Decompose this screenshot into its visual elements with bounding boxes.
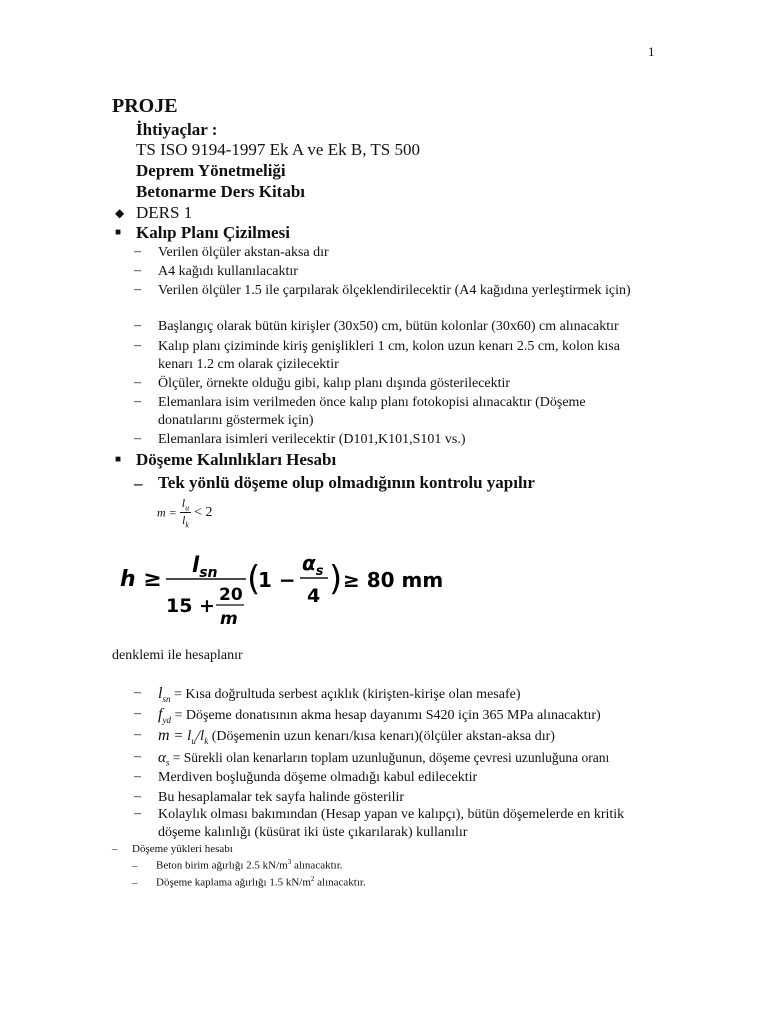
dash-icon: – <box>134 769 141 784</box>
list-item: A4 kağıdı kullanılacaktır <box>158 264 298 279</box>
formula-thickness-svg <box>118 548 448 638</box>
dash-icon: – <box>134 338 141 353</box>
formula-den-a: 15 + <box>166 595 215 617</box>
loads-title: Döşeme yükleri hesabı <box>132 843 233 855</box>
loads-kaplama: Döşeme kaplama ağırlığı 1.5 $kN/m^2$ alınacaktır. <box>156 875 366 889</box>
definition-alpha-s: $\alpha_s$ = Sürekli olan kenarların toplam uzunluğunun, döşeme çevresi uzunluğuna oranı <box>158 750 610 768</box>
requirements-book: Betonarme Ders Kitabı <box>136 182 306 201</box>
dash-icon: – <box>134 431 141 446</box>
dash-icon: – <box>134 244 141 259</box>
list-item: Bu hesaplamalar tek sayfa halinde gösterilir <box>158 790 405 805</box>
loads-beton: Beton birim ağırlığı 2.5 $kN/m^3$ alınacaktır. <box>156 858 343 872</box>
list-item: Kalıp planı çiziminde kiriş genişlikleri 1 cm, kolon uzun kenarı 2.5 cm, kolon kısa kenarı 1.2 cm olarak çizilecektir <box>158 339 620 372</box>
formula-rhs-80: ≥ 80 mm <box>343 568 444 592</box>
formula-lhs: m = <box>157 505 177 520</box>
formula-paren-close: ) <box>329 559 343 599</box>
formula-thickness <box>118 548 448 642</box>
list-item: Verilen ölçüler 1.5 ile çarpılarak ölçeklendirilecektir (A4 kağıdına yerleştirmek için) <box>158 283 631 298</box>
frac-num-sub: u <box>185 503 190 513</box>
definition-m: $m = l_u/l_k$ (Döşemenin uzun kenarı/kısa kenarı)(ölçüler akstan-aksa dır) <box>158 727 555 746</box>
denklemi-text: denklemi ile hesaplanır <box>112 648 243 663</box>
frac-den-sub: k <box>185 520 189 530</box>
formula-den-num: 20 <box>219 585 243 605</box>
dash-icon: – <box>134 318 141 333</box>
diamond-bullet-icon: ◆ <box>115 206 125 220</box>
square-bullet-icon: ■ <box>115 454 122 465</box>
list-item: Elemanlara isim verilmeden önce kalıp planı fotokopisi alınacaktır (Döşeme donatılarını göstermek için) <box>158 395 586 428</box>
dash-icon: – <box>134 685 141 700</box>
frac-num: l <box>181 496 186 510</box>
dash-icon: – <box>134 282 141 297</box>
dash-icon: – <box>134 263 141 278</box>
page-number: 1 <box>648 44 655 59</box>
formula-alpha: $\alpha_s$ <box>302 551 324 579</box>
dash-icon: – <box>134 727 141 742</box>
dash-icon: – <box>134 474 143 493</box>
list-item: Başlangıç olarak bütün kirişler (30x50) cm, bütün kolonlar (30x60) cm alınacaktır <box>158 319 619 334</box>
formula-m-ratio <box>157 496 213 530</box>
requirements-standard: TS ISO 9194-1997 Ek A ve Ek B, TS 500 <box>136 140 420 159</box>
formula-fraction <box>180 496 191 530</box>
square-bullet-icon: ■ <box>115 227 122 238</box>
formula-one-minus: 1 − <box>258 568 296 592</box>
formula-four: 4 <box>307 585 321 607</box>
page-title: PROJE <box>112 95 178 117</box>
list-item: Merdiven boşluğunda döşeme olmadığı kabul edilecektir <box>158 770 478 785</box>
section-doseme-kalinlik: Döşeme Kalınlıkları Hesabı <box>136 450 337 469</box>
subsection-tek-yonlu: Tek yönlü döşeme olup olmadığının kontrolu yapılır <box>158 473 535 492</box>
requirements-regulation: Deprem Yönetmeliği <box>136 161 286 180</box>
formula-paren-open: ( <box>247 559 261 599</box>
dash-icon: – <box>134 789 141 804</box>
dash-icon: – <box>132 877 138 889</box>
dash-icon: – <box>134 706 141 721</box>
section-kalip-plani: Kalıp Planı Çizilmesi <box>136 223 290 242</box>
list-item: Verilen ölçüler akstan-aksa dır <box>158 245 329 260</box>
section-ders-1: DERS 1 <box>136 203 193 222</box>
frac-den: l <box>181 513 186 528</box>
formula-rhs: < 2 <box>194 504 213 520</box>
definition-fyd: $f_{yd}$ = Döşeme donatısının akma hesap dayanımı S420 için 365 MPa alınacaktır) <box>158 706 601 725</box>
dash-icon: – <box>112 843 118 855</box>
dash-icon: – <box>132 860 138 872</box>
dash-icon: – <box>134 394 141 409</box>
formula-h: h ≥ <box>120 567 162 592</box>
formula-den-den: m <box>220 609 238 629</box>
dash-icon: – <box>134 806 141 821</box>
dash-icon: – <box>134 749 141 764</box>
formula-num-l: $l_{sn}$ <box>192 553 218 581</box>
list-item: Ölçüler, örnekte olduğu gibi, kalıp planı dışında gösterilecektir <box>158 376 511 391</box>
requirements-label: İhtiyaçlar : <box>136 120 218 139</box>
list-item: Elemanlara isimleri verilecektir (D101,K101,S101 vs.) <box>158 432 466 447</box>
dash-icon: – <box>134 375 141 390</box>
definition-lsn: $l_{sn}$ = Kısa doğrultuda serbest açıklık (kirişten-kirişe olan mesafe) <box>158 685 521 704</box>
list-item: Kolaylık olması bakımından (Hesap yapan ve kalıpçı), bütün döşemelerde en kritik döşeme kalınlığı (küsürat iki üste çıkarılarak) kullanılır <box>158 807 625 840</box>
